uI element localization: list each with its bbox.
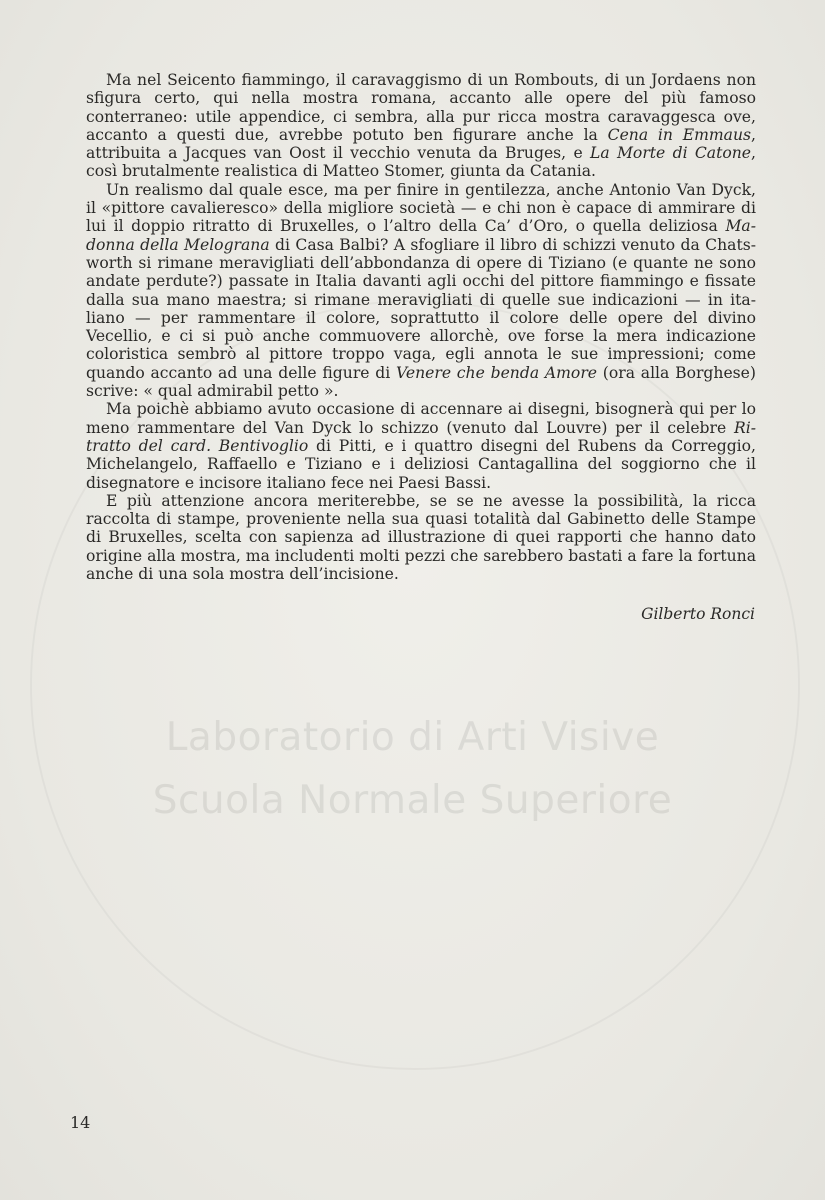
italic-title: La Morte di Catone bbox=[590, 144, 752, 163]
italic-title: Venere che benda Amore bbox=[396, 363, 598, 382]
text-run: , attribuita a Jacques van Oost il vecchio venuta da Bruges, e bbox=[86, 125, 756, 163]
italic-title: Cena in Emmaus bbox=[607, 125, 752, 144]
watermark-line-1: Laboratorio di Arti Visive bbox=[165, 715, 660, 760]
text-run: Ma nel Seicento fiammingo, il caravaggismo di un Rombouts, di un Jordaens non sfigura certo, qui nella mostra romana, accanto alle opere del più famoso conterraneo: utile appendice, ci sembra, alla pur ricca mostra caravaggesca ove, accanto a questi due, avrebbe potuto ben figurare anche la bbox=[86, 71, 756, 144]
author-signature: Gilberto Ronci bbox=[641, 605, 755, 623]
text-run: Un realismo dal quale esce, ma per finire in gentilezza, anche Antonio Van Dyck, il «pittore cavalieresco» della migliore società — e chi non è capace di ammirare di lui il doppio ritratto di Bruxelles, o l’altro della Ca’ d’Oro, o quella deliziosa bbox=[86, 180, 756, 236]
italic-title: Madonna della Melograna bbox=[86, 217, 756, 254]
paragraph-4 bbox=[86, 492, 756, 583]
italic-title: Ritratto del card. Bentivoglio bbox=[86, 418, 756, 455]
text-run: di Pitti, e i quattro disegni del Rubens da Correggio, Michelangelo, Raffaello e Tiziano e i deliziosi Cantagallina del soggiorno che il disegnatore e incisore italiano fece nei Paesi Bassi. bbox=[86, 436, 757, 492]
text-run: Ma poichè abbiamo avuto occasione di accennare ai disegni, bisognerà qui per lo meno rammentare del Van Dyck lo schizzo (venuto dal Louvre) per il celebre bbox=[86, 400, 756, 437]
text-run: (ora alla Borghese) scrive: « qual admirabil petto ». bbox=[86, 363, 756, 401]
text-run: di Casa Balbi? A sfogliare il libro di schizzi venuto da Chatsworth si rimane meravigliati dell’abbondanza di opere di Tiziano (e quante ne sono andate perdute?) passate in Italia davanti agli occhi del pittore fiammingo e fissate dalla sua mano maestra; si rimane meravigliati di quelle sue indicazioni — in italiano — per rammentare il colore, soprattutto il colore delle opere del divino Vecellio, e ci si può anche commuovere allorchè, ove forse la mera indicazione coloristica sembrò al pittore troppo vaga, egli annota le sue impressioni; come quando accanto ad una delle figure di bbox=[86, 235, 757, 382]
article-body bbox=[86, 71, 756, 583]
page-number: 14 bbox=[70, 1113, 91, 1132]
watermark-line-2: Scuola Normale Superiore bbox=[152, 778, 673, 823]
text-run: , così brutalmente realistica di Matteo Stomer, giunta da Catania. bbox=[86, 144, 757, 181]
paragraph-2 bbox=[86, 181, 756, 401]
paragraph-1 bbox=[86, 71, 756, 181]
paragraph-3 bbox=[86, 400, 756, 491]
text-run: E più attenzione ancora meriterebbe, se se ne avesse la possibilità, la ricca raccolta di stampe, proveniente nella sua quasi totalità dal Gabinetto delle Stampe di Bruxelles, scelta con sapienza ad illustrazione di quei rapporti che hanno dato origine alla mostra, ma includenti molti pezzi che sarebbero bastati a fare la fortuna anche di una sola mostra dell’incisione. bbox=[86, 491, 756, 584]
